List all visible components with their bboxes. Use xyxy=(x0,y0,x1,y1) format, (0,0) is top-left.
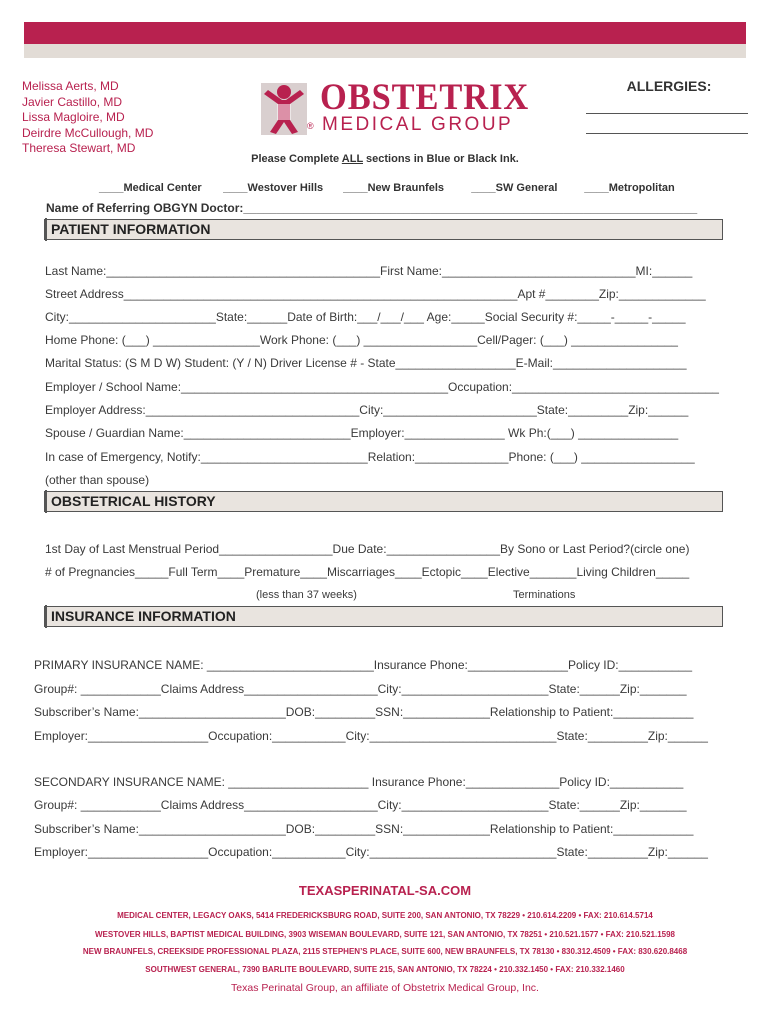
patient-info-header xyxy=(44,219,723,240)
location-option[interactable]: ____Medical Center xyxy=(99,182,202,194)
website-link[interactable]: TEXASPERINATAL-SA.COM xyxy=(298,883,472,898)
section-title: INSURANCE INFORMATION xyxy=(51,608,236,624)
logo-figure-icon xyxy=(258,80,310,138)
location-option[interactable]: ____Westover Hills xyxy=(223,182,324,194)
header-gray-band xyxy=(24,44,746,58)
logo-subtitle: MEDICAL GROUP xyxy=(322,114,514,135)
employer-address-row[interactable]: Employer Address:________________________________City:_______________________State:_________Zip:______ xyxy=(45,403,689,417)
allergies-line[interactable] xyxy=(586,94,748,114)
logo-registered-mark: ® xyxy=(307,121,314,131)
primary-subscriber-row[interactable]: Subscriber’s Name:______________________DOB:_________SSN:_____________Relationship to Patient:____________ xyxy=(34,705,694,719)
header-color-bar xyxy=(24,22,746,44)
address-line: WESTOVER HILLS, BAPTIST MEDICAL BUILDING, 3903 WISEMAN BOULEVARD, SUITE 121, SAN ANTONIO, TX 78251 • 210.521.1577 • FAX: 210.521.1598 xyxy=(95,930,675,939)
primary-group-row[interactable]: Group#: ____________Claims Address____________________City:______________________State:______Zip:_______ xyxy=(34,682,687,696)
obstetrix-logo xyxy=(258,77,530,140)
last-name-row[interactable]: Last Name:_________________________________________First Name:_____________________________MI:______ xyxy=(45,264,693,278)
location-option[interactable]: ____New Braunfels xyxy=(343,182,445,194)
primary-employer-row[interactable]: Employer:__________________Occupation:___________City:____________________________State:_________Zip:______ xyxy=(34,729,708,743)
affiliate-note: Texas Perinatal Group, an affiliate of Obstetrix Medical Group, Inc. xyxy=(231,982,539,994)
section-title: PATIENT INFORMATION xyxy=(51,221,211,237)
ink-instruction: Please Complete ALL sections in Blue or Black Ink. xyxy=(251,153,519,165)
address-line: SOUTHWEST GENERAL, 7390 BARLITE BOULEVARD, SUITE 215, SAN ANTONIO, TX 78224 • 210.332.1450 • FAX: 210.332.1460 xyxy=(145,965,625,974)
lmp-row[interactable]: 1st Day of Last Menstrual Period_________________Due Date:_________________By Sono or Last Period?(circle one) xyxy=(45,542,690,556)
employer-name-row[interactable]: Employer / School Name:________________________________________Occupation:_______________________________ xyxy=(45,380,719,394)
street-address-row[interactable]: Street Address___________________________________________________________Apt #________Zip:_____________ xyxy=(45,287,706,301)
address-line: NEW BRAUNFELS, CREEKSIDE PROFESSIONAL PLAZA, 2115 STEPHEN’S PLACE, SUITE 600, NEW BRAUNFELS, TX 78130 • 830.312.4509 • FAX: 830.620.8468 xyxy=(82,947,688,956)
secondary-employer-row[interactable]: Employer:__________________Occupation:___________City:____________________________State:_________Zip:______ xyxy=(34,845,708,859)
emergency-note: (other than spouse) xyxy=(45,473,150,487)
phone-row[interactable]: Home Phone: (___) ________________Work Phone: (___) _________________Cell/Pager: (___) ________________ xyxy=(45,333,678,347)
allergies-line[interactable] xyxy=(586,114,748,134)
location-option[interactable]: ____SW General xyxy=(471,182,558,194)
pregnancies-row[interactable]: # of Pregnancies_____Full Term____Premature____Miscarriages____Ectopic____Elective_______Living Children_____ xyxy=(45,565,690,579)
premature-note: (less than 37 weeks) xyxy=(256,589,357,601)
secondary-group-row[interactable]: Group#: ____________Claims Address____________________City:______________________State:______Zip:_______ xyxy=(34,798,687,812)
address-line: MEDICAL CENTER, LEGACY OAKS, 5414 FREDERICKSBURG ROAD, SUITE 200, SAN ANTONIO, TX 78229 • 210.614.2209 • FAX: 210.614.5714 xyxy=(117,911,653,920)
section-title: OBSTETRICAL HISTORY xyxy=(51,493,216,509)
secondary-subscriber-row[interactable]: Subscriber’s Name:______________________DOB:_________SSN:_____________Relationship to Patient:____________ xyxy=(34,822,694,836)
allergies-title: ALLERGIES: xyxy=(626,78,712,94)
doctor-list xyxy=(22,79,153,157)
spouse-row[interactable]: Spouse / Guardian Name:_________________________Employer:_______________ Wk Ph:(___) _______________ xyxy=(45,426,679,440)
instruction-emphasis: ALL xyxy=(341,153,363,165)
marital-status-row[interactable]: Marital Status: (S M D W) Student: (Y / N) Driver License # - State__________________E-Mail:____________________ xyxy=(45,356,687,370)
insurance-info-header xyxy=(44,606,723,627)
doctor-name: Melissa Aerts, MD xyxy=(22,79,119,93)
emergency-row[interactable]: In case of Emergency, Notify:_________________________Relation:______________Phone: (___) _________________ xyxy=(45,450,695,464)
referring-doctor-field[interactable]: Name of Referring OBGYN Doctor:____________________________________________________________________ xyxy=(46,201,698,215)
logo-wordmark: OBSTETRIX xyxy=(320,77,530,118)
doctor-name: Theresa Stewart, MD xyxy=(22,141,136,155)
obstetrical-history-header xyxy=(44,491,723,512)
elective-note: Terminations xyxy=(513,589,576,601)
primary-insurance-row[interactable]: PRIMARY INSURANCE NAME: _________________________Insurance Phone:_______________Policy ID:___________ xyxy=(34,658,693,672)
allergies-box xyxy=(586,78,748,134)
city-dob-row[interactable]: City:______________________State:______Date of Birth:___/___/___ Age:_____Social Security #:_____-_____-_____ xyxy=(45,310,686,324)
doctor-name: Deirdre McCullough, MD xyxy=(22,125,154,140)
location-option[interactable]: ____Metropolitan xyxy=(584,182,675,194)
location-choices xyxy=(99,182,675,194)
doctor-name: Lissa Magloire, MD xyxy=(22,110,125,124)
doctor-name: Javier Castillo, MD xyxy=(22,94,123,109)
secondary-insurance-row[interactable]: SECONDARY INSURANCE NAME: _____________________ Insurance Phone:______________Policy ID:___________ xyxy=(34,775,684,789)
